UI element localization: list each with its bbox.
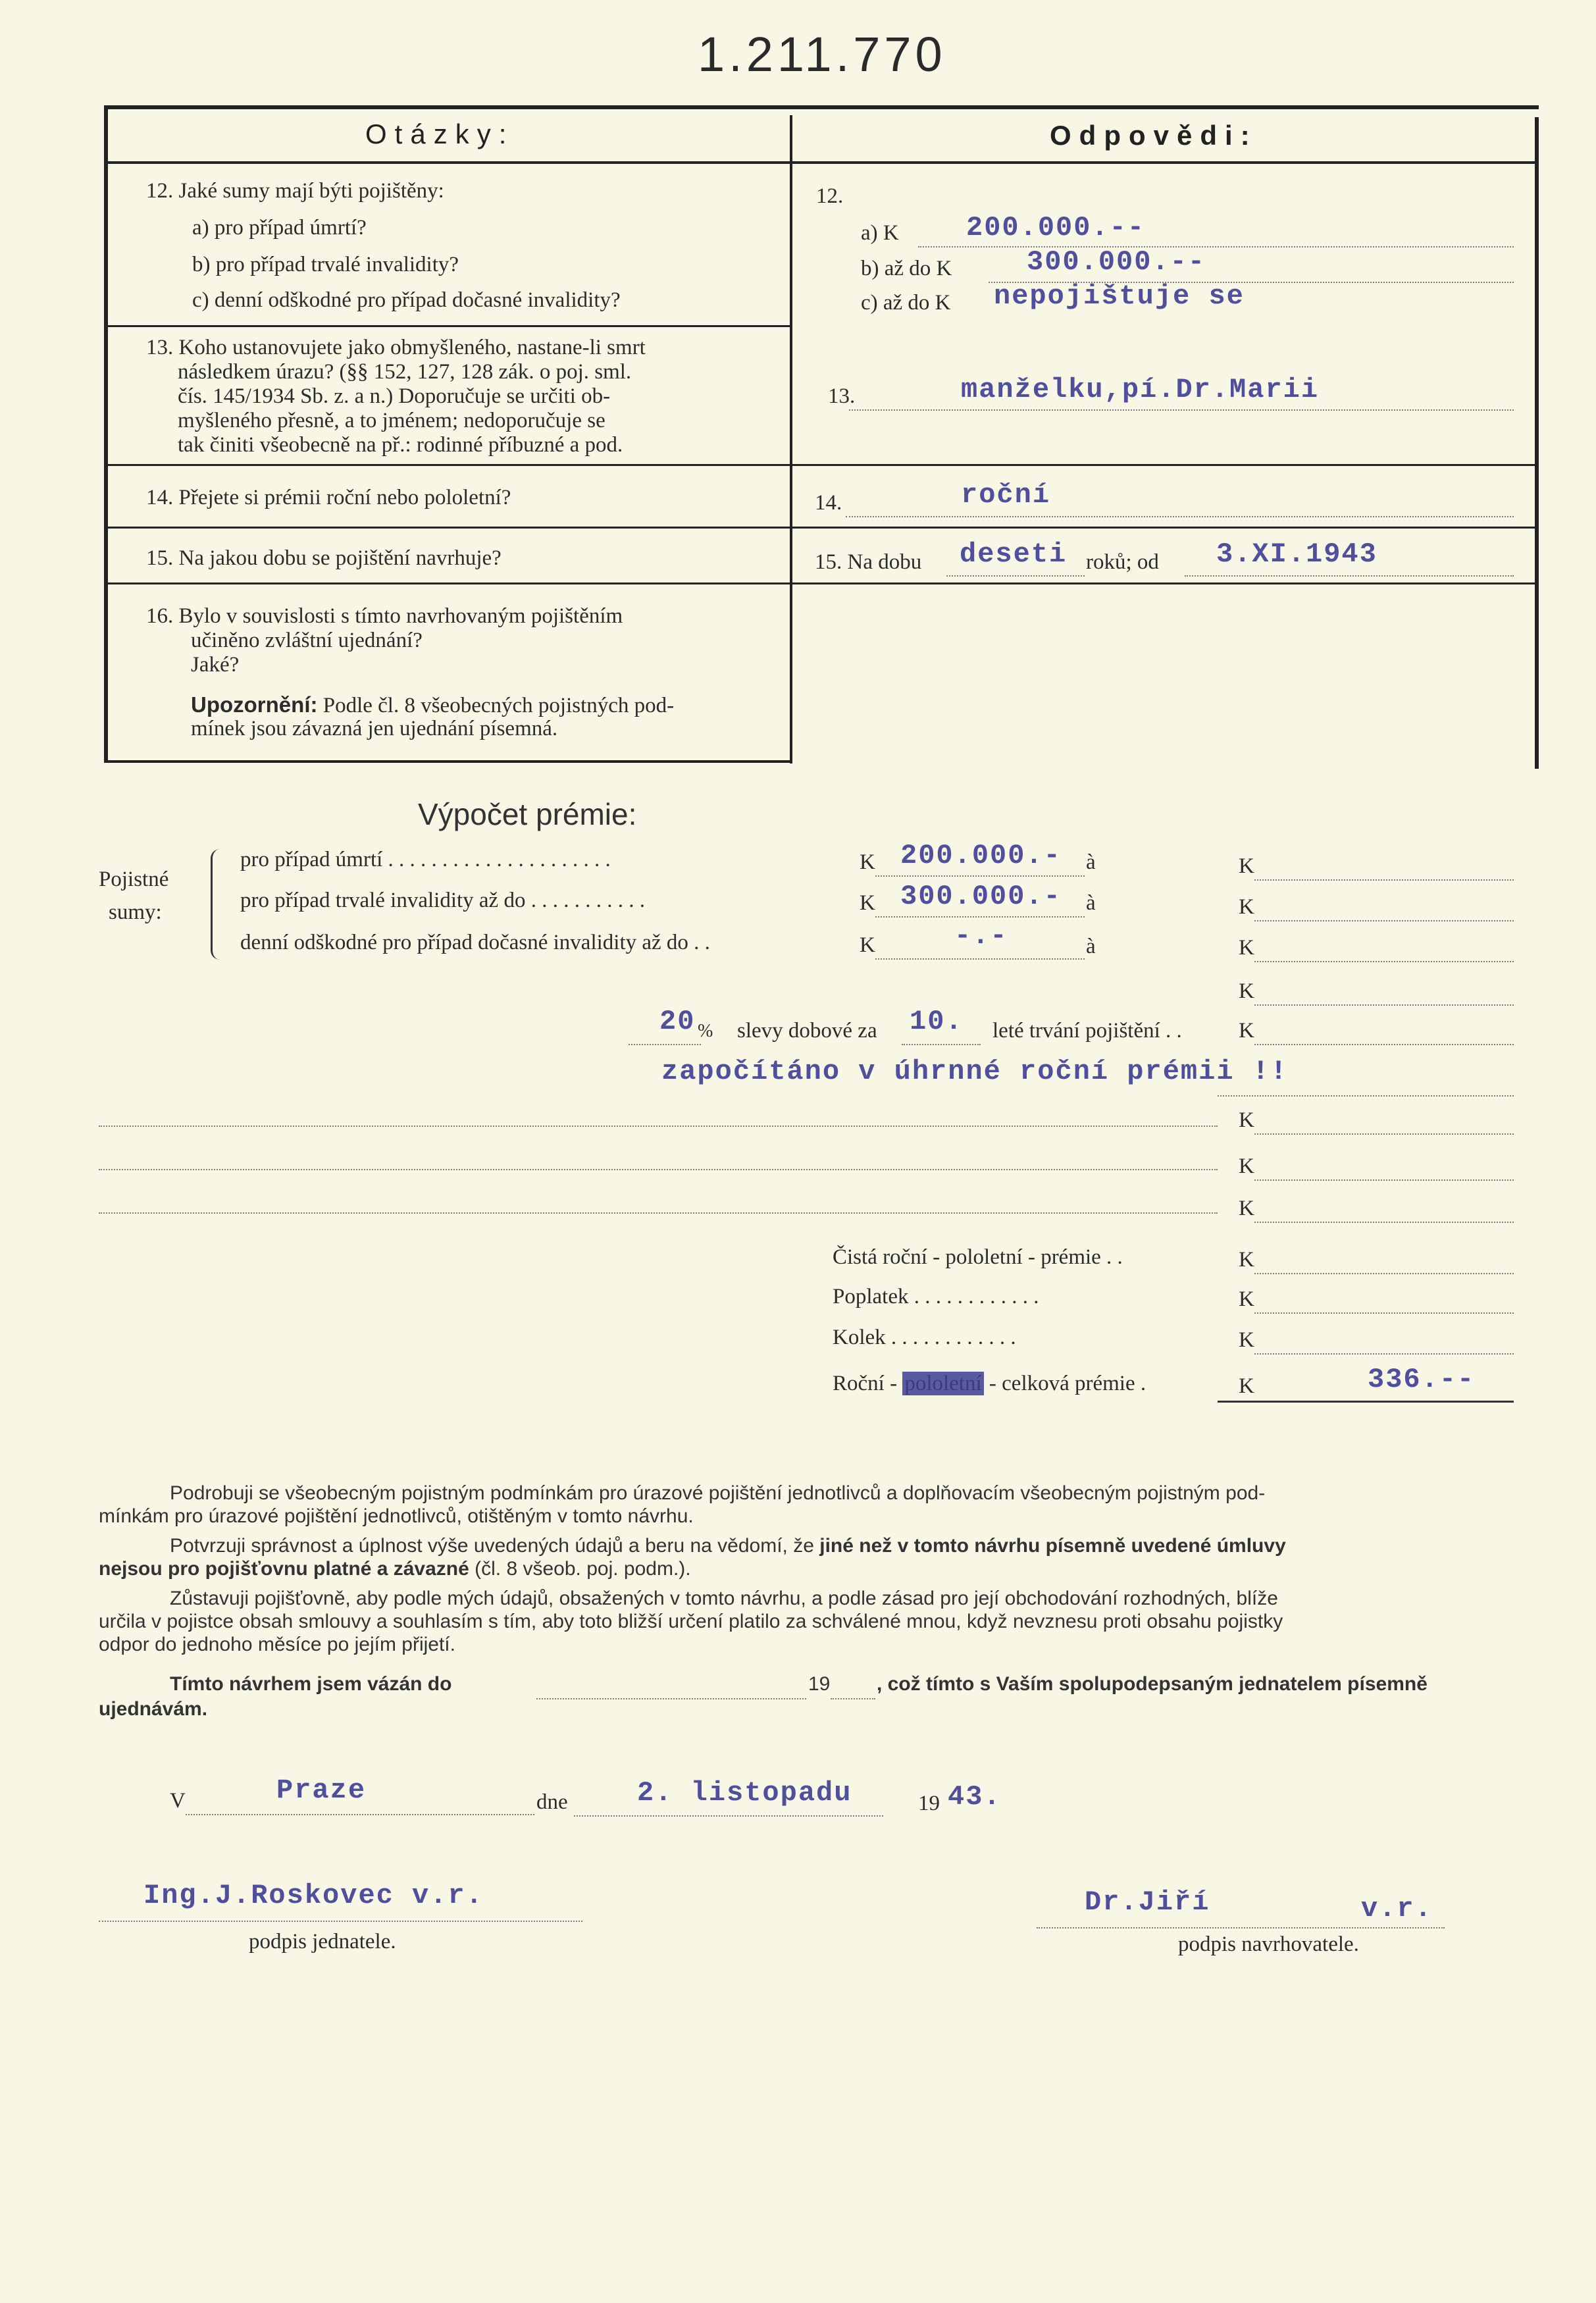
agent-sign-label: podpis jednatele. [249,1930,396,1954]
row2-line2 [1254,895,1514,921]
applicant-sign-line [1037,1902,1445,1928]
notice-line-1 [191,692,674,718]
premium-title: Výpočet prémie: [418,797,637,831]
discount-value: 20 [659,1006,696,1037]
fee-line [1254,1287,1514,1314]
para2-line2 [99,1558,691,1580]
para4-line1 [170,1673,451,1695]
table-bottom-border [104,760,792,763]
blank-line-3 [99,1187,1218,1214]
a12-b-value: 300.000.-- [1027,246,1206,278]
para3-line3: odpor do jednoho měsíce po jejím přijetí. [99,1634,455,1655]
a15-label: 15. Na dobu [815,550,922,574]
notice-bold: Upozornění: [191,692,318,717]
row3-k: K [860,933,875,957]
q16-line-1: 16. Bylo v souvislosti s tímto navrhovaným pojištěním [146,604,623,628]
total-label-a: Roční - [833,1372,898,1395]
q15-text: 15. Na jakou dobu se pojištění navrhuje? [146,546,502,570]
a13-value: manželku,pí.Dr.Marii [961,374,1320,405]
a15-value-2: 3.XI.1943 [1216,538,1377,570]
row3-line2 [1254,936,1514,962]
sums-brace [211,849,227,960]
a13-num: 13. [828,384,856,408]
discount-years: 10. [910,1006,964,1037]
fee-label: Poplatek . . . . . . . . . . . . [833,1285,1039,1308]
a14-line [846,491,1514,517]
blank-line-1 [99,1100,1218,1127]
q12-b: b) pro případ trvalé invalidity? [192,253,459,276]
blank-k-1: K [1239,1108,1254,1132]
row1-value: 200.000.- [900,840,1062,871]
row-divider-13 [108,464,1535,466]
row3-a: à [1086,935,1096,958]
a14-num: 14. [815,491,842,515]
q16-line-2: učiněno zvláštní ujednání? [191,629,423,652]
notice-line-2: mínek jsou závazná jen ujednání písemná. [191,717,558,740]
side-label-2: sumy: [109,900,162,924]
para2-l1a: Potvrzuji správnost a úplnost výše uvedených údajů a beru na vědomí, že [170,1535,814,1557]
table-right-border [1535,117,1539,769]
row1-a: à [1086,850,1096,874]
table-header-underline [108,161,1535,164]
row2-k: K [860,891,875,915]
row2-a: à [1086,891,1096,915]
table-top-border [104,105,1539,109]
para3-line1: Zůstavuji pojišťovně, aby podle mých údajů, obsažených v tomto návrhu, a podle zásad pro její obchodování rozhodných, blíže [170,1588,1278,1609]
total-k: K [1239,1374,1254,1398]
row4-k: K [1239,979,1254,1003]
blank-k-2: K [1239,1154,1254,1178]
fee-k: K [1239,1287,1254,1311]
q13-line-4: myšleného přesně, a to jménem; nedoporučuje se [178,409,605,432]
year-typed: 43. [948,1781,1002,1813]
q13-line-3: čís. 145/1934 Sb. z. a n.) Doporučuje se určiti ob- [178,384,611,408]
row1-label: pro případ úmrtí . . . . . . . . . . . . . . . . . . . . . [240,848,611,871]
net-line [1254,1248,1514,1274]
row-divider-12 [108,325,790,327]
agent-sign-line [99,1896,582,1922]
row2-k2: K [1239,895,1254,919]
row-divider-15 [108,582,1535,584]
notice-rest: Podle čl. 8 všeobecných pojistných pod- [322,694,675,717]
row3-k2: K [1239,936,1254,960]
para1-line2: mínkám pro úrazové pojištění jednotlivců, otištěným v tomto návrhu. [99,1505,694,1527]
para4-year: 19 [808,1673,831,1695]
row1-line2 [1254,854,1514,881]
row4-line [1254,979,1514,1006]
q12-text: 12. Jaké sumy mají býti pojištěny: [146,179,444,203]
q14-text: 14. Přejete si prémii roční nebo pololetní? [146,486,511,509]
total-label-b: - celková prémie . [989,1372,1146,1395]
row-divider-14 [108,527,1535,529]
a12-a-value: 200.000.-- [966,212,1146,244]
q13-line-1: 13. Koho ustanovujete jako obmyšleného, nastane-li smrt [146,336,646,359]
row2-value: 300.000.- [900,881,1062,912]
row3-label: denní odškodné pro případ dočasné invalidity až do . . [240,931,710,954]
blank-line-1b [1254,1108,1514,1135]
para4-year-line [831,1673,875,1699]
net-label: Čistá roční - pololetní - prémie . . [833,1245,1123,1269]
a12-a-label: a) K [861,221,899,245]
para2-l2a: nejsou pro pojišťovnu platné a závazné [99,1558,469,1580]
para4-b: , což tímto s Vaším spolupodepsaným jednatelem písemně [877,1673,1428,1695]
a15-mid: roků; od [1086,550,1159,574]
para4-line2: ujednávám. [99,1698,208,1720]
a14-value: roční [961,479,1051,511]
applicant-sign-label: podpis navrhovatele. [1178,1932,1359,1956]
discount-text: slevy dobové za [737,1019,877,1043]
table-left-border [104,105,108,760]
stamp-line [1254,1328,1514,1355]
para1-line1: Podrobuji se všeobecným pojistným podmínkám pro úrazové pojištění jednotlivců a doplňovacím všeobecným pojistným pod- [170,1482,1266,1504]
a12-num: 12. [816,184,844,208]
discount-tail: leté trvání pojištění . . [992,1019,1182,1043]
para2-l2b: (čl. 8 všeob. poj. podm.). [475,1558,691,1580]
blank-line-2 [99,1144,1218,1170]
stamp-k: K [1239,1328,1254,1352]
q13-line-2: následkem úrazu? (§§ 152, 127, 128 zák. o poj. sml. [178,360,632,384]
para2-line1 [170,1535,1286,1557]
side-label-1: Pojistné [99,867,169,891]
stamp-label: Kolek . . . . . . . . . . . . [833,1326,1016,1349]
q12-c: c) denní odškodné pro případ dočasné invalidity? [192,288,621,312]
a12-b-label: b) až do K [861,257,952,280]
q16-line-3: Jaké? [191,653,240,677]
a12-c-value: nepojištuje se [994,280,1245,312]
typed-note: započítáno v úhrnné roční prémii !! [661,1056,1289,1087]
note-line [1218,1070,1514,1097]
place-v: V [170,1789,186,1813]
date-value: 2. listopadu [637,1777,852,1809]
header-answers: Odpovědi: [1050,120,1258,151]
row2-label: pro případ trvalé invalidity až do . . . . . . . . . . . [240,889,645,912]
document-number: 1.211.770 [698,27,946,82]
total-label [833,1372,1146,1396]
date-dne: dne [536,1790,568,1814]
row1-k: K [860,850,875,874]
q12-a: a) pro případ úmrtí? [192,216,367,240]
para3-line2: určila v pojistce obsah smlouvy a souhlasím s tím, aby toto bližší určení platilo za schválené mnou, když nevznesu proti obsahu pojistky [99,1611,1283,1632]
para4-a: Tímto návrhem jsem vázán do [170,1673,452,1695]
table-middle-divider [790,115,792,763]
applicant-signature-a: Dr.Jiří [1085,1886,1210,1918]
blank-line-3b [1254,1197,1514,1223]
net-k: K [1239,1248,1254,1272]
total-value: 336.-- [1368,1364,1476,1395]
discount-k: K [1239,1019,1254,1043]
blank-k-3: K [1239,1197,1254,1220]
a12-c-label: c) až do K [861,291,951,315]
row3-value: -.- [954,920,1008,952]
discount-pct: % [698,1021,713,1041]
blank-line-2b [1254,1154,1514,1181]
para2-l1b: jiné než v tomto návrhu písemně uvedené úmluvy [819,1535,1286,1557]
row1-k2: K [1239,854,1254,878]
agent-signature: Ing.J.Roskovec v.r. [143,1880,484,1911]
total-line [1218,1401,1514,1403]
applicant-signature-b: v.r. [1361,1893,1433,1925]
year-prefix: 19 [918,1792,940,1815]
discount-k-line [1254,1019,1514,1045]
a15-value-1: deseti [960,538,1068,570]
para4-date-line [536,1673,806,1699]
place-value: Praze [276,1774,367,1806]
header-questions: Otázky: [365,118,515,149]
total-struck: pololetní [902,1372,983,1395]
q13-line-5: tak činiti všeobecně na př.: rodinné příbuzné a pod. [178,433,623,457]
